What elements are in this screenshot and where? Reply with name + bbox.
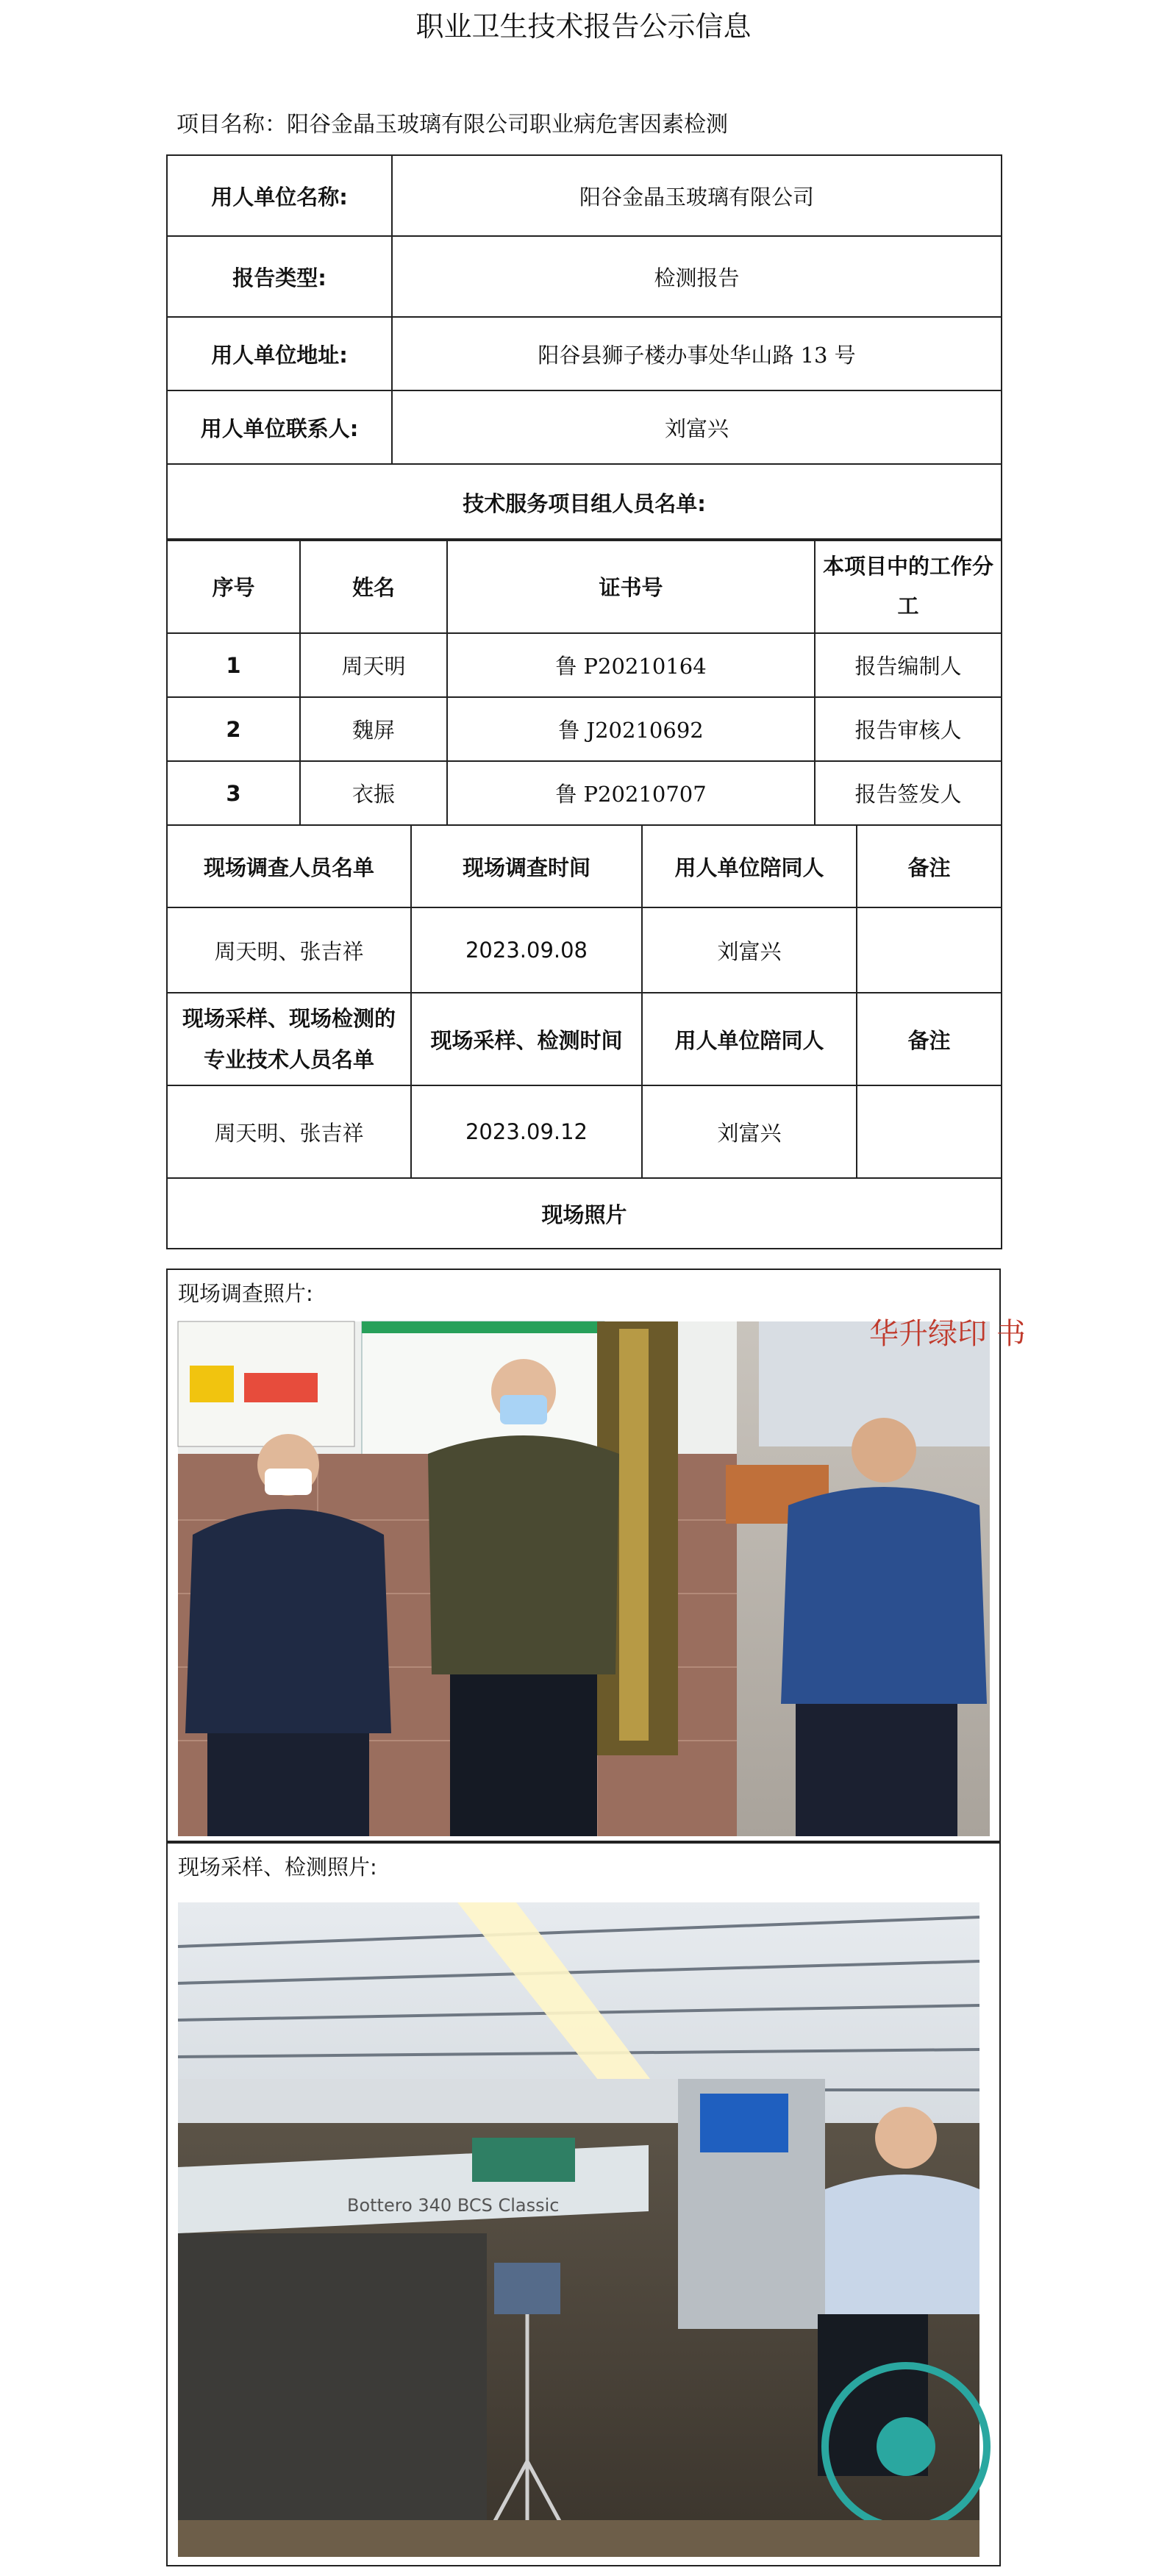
survey-escort: 刘富兴 bbox=[642, 907, 857, 993]
team-row-role: 报告签发人 bbox=[815, 761, 1002, 825]
team-header-role: 本项目中的工作分工 bbox=[815, 539, 1002, 633]
team-row-no: 3 bbox=[167, 761, 300, 825]
unit-contact-label: 用人单位联系人: bbox=[167, 390, 392, 464]
sampling-photo-box bbox=[166, 1842, 1001, 2566]
unit-address-value: 阳谷县狮子楼办事处华山路 13 号 bbox=[392, 317, 1002, 390]
team-row-name: 衣振 bbox=[300, 761, 447, 825]
survey-photo-caption: 现场调查照片: bbox=[178, 1281, 313, 1306]
team-row-role: 报告编制人 bbox=[815, 633, 1002, 697]
machine-label-text: Bottero 340 BCS Classic bbox=[347, 2195, 560, 2216]
report-type-value: 检测报告 bbox=[392, 236, 1002, 317]
sampling-escort: 刘富兴 bbox=[642, 1085, 857, 1178]
sampling-photo-caption: 现场采样、检测照片: bbox=[178, 1855, 377, 1880]
sampling-staff: 周天明、张吉祥 bbox=[167, 1085, 411, 1178]
team-row-cert: 鲁 J20210692 bbox=[447, 697, 815, 761]
survey-table bbox=[166, 824, 1002, 1249]
survey-staff: 周天明、张吉祥 bbox=[167, 907, 411, 993]
survey-time: 2023.09.08 bbox=[411, 907, 642, 993]
factory-sign-text: 华升绿印 书 bbox=[869, 1317, 1026, 1351]
survey-header-note: 备注 bbox=[857, 825, 1002, 907]
photos-title: 现场照片 bbox=[167, 1178, 1002, 1249]
survey-photo-box bbox=[166, 1269, 1026, 1842]
sampling-time: 2023.09.12 bbox=[411, 1085, 642, 1178]
sampling-header-escort: 用人单位陪同人 bbox=[642, 993, 857, 1085]
unit-contact-value: 刘富兴 bbox=[392, 390, 1002, 464]
team-row-no: 1 bbox=[167, 633, 300, 697]
unit-name-value: 阳谷金晶玉玻璃有限公司 bbox=[392, 155, 1002, 236]
unit-name-label: 用人单位名称: bbox=[167, 155, 392, 236]
team-table bbox=[166, 538, 1002, 826]
info-table bbox=[166, 154, 1002, 541]
sampling-note bbox=[857, 1085, 1002, 1178]
team-row-no: 2 bbox=[167, 697, 300, 761]
survey-photo bbox=[178, 1317, 1026, 1836]
survey-header-escort: 用人单位陪同人 bbox=[642, 825, 857, 907]
team-title: 技术服务项目组人员名单: bbox=[167, 464, 1002, 540]
sampling-header-staff: 现场采样、现场检测的专业技术人员名单 bbox=[167, 993, 411, 1085]
team-row-role: 报告审核人 bbox=[815, 697, 1002, 761]
sampling-header-time: 现场采样、检测时间 bbox=[411, 993, 642, 1085]
team-row-cert: 鲁 P20210164 bbox=[447, 633, 815, 697]
survey-header-time: 现场调查时间 bbox=[411, 825, 642, 907]
sampling-photo bbox=[178, 1902, 979, 2557]
project-name: 项目名称：阳谷金晶玉玻璃有限公司职业病危害因素检测 bbox=[176, 112, 728, 138]
survey-note bbox=[857, 907, 1002, 993]
sampling-header-note: 备注 bbox=[857, 993, 1002, 1085]
page-title: 职业卫生技术报告公示信息 bbox=[415, 10, 752, 43]
team-row-name: 周天明 bbox=[300, 633, 447, 697]
report-type-label: 报告类型: bbox=[167, 236, 392, 317]
team-header-cert: 证书号 bbox=[447, 539, 815, 633]
unit-address-label: 用人单位地址: bbox=[167, 317, 392, 390]
team-header-name: 姓名 bbox=[300, 539, 447, 633]
survey-header-staff: 现场调查人员名单 bbox=[167, 825, 411, 907]
team-header-no: 序号 bbox=[167, 539, 300, 633]
team-row-cert: 鲁 P20210707 bbox=[447, 761, 815, 825]
team-row-name: 魏屏 bbox=[300, 697, 447, 761]
